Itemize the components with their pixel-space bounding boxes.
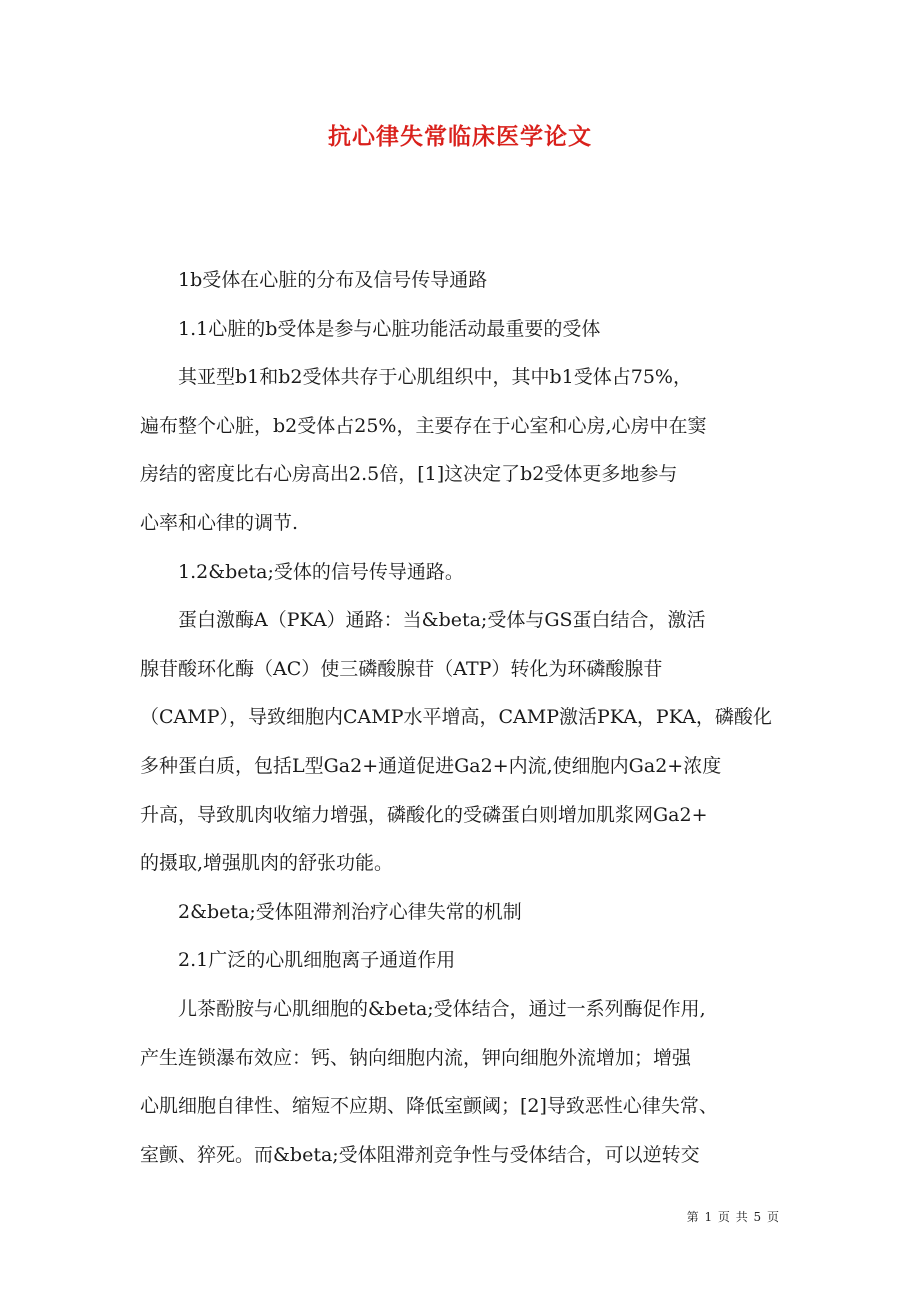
body-line: 的摄取,增强肌肉的舒张功能。 (140, 852, 394, 875)
body-line: 心肌细胞自律性、缩短不应期、降低室颤阈；[2]导致恶性心律失常、 (140, 1095, 718, 1118)
body-line: 1.1心脏的b受体是参与心脏功能活动最重要的受体 (140, 317, 601, 340)
page-number: 第 1 页 共 5 页 (686, 1210, 780, 1224)
document-title: 抗心律失常临床医学论文 (328, 123, 592, 150)
body-line: 儿茶酚胺与心肌细胞的&beta;受体结合，通过一系列酶促作用, (140, 997, 706, 1020)
body-line: 1b受体在心脏的分布及信号传导通路 (140, 269, 488, 291)
body-line: 2.1广泛的心肌细胞离子通道作用 (140, 949, 456, 972)
body-line: 蛋白激酶A（PKA）通路：当&beta;受体与GS蛋白结合，激活 (140, 609, 706, 632)
body-line: 其亚型b1和b2受体共存于心肌组织中，其中b1受体占75%， (140, 366, 692, 389)
body-line: 房结的密度比右心房高出2.5倍，[1]这决定了b2受体更多地参与 (140, 463, 678, 486)
document-body (140, 262, 790, 1185)
body-line: 1.2&beta;受体的信号传导通路。 (140, 560, 464, 583)
body-line: 产生连锁瀑布效应：钙、钠向细胞内流，钾向细胞外流增加；增强 (140, 1046, 692, 1069)
body-line: 室颤、猝死。而&beta;受体阻滞剂竞争性与受体结合，可以逆转交 (140, 1143, 700, 1166)
body-line: 心率和心律的调节. (140, 511, 299, 534)
body-line: 遍布整个心脏，b2受体占25%，主要存在于心室和心房,心房中在窦 (140, 414, 707, 437)
body-line: （CAMP），导致细胞内CAMP水平增高，CAMP激活PKA，PKA，磷酸化 (140, 706, 772, 729)
body-line: 腺苷酸环化酶（AC）使三磷酸腺苷（ATP）转化为环磷酸腺苷 (140, 657, 663, 680)
body-line: 多种蛋白质，包括L型Ga2+通道促进Ga2+内流,使细胞内Ga2+浓度 (140, 754, 722, 777)
body-line: 升高，导致肌肉收缩力增强，磷酸化的受磷蛋白则增加肌浆网Ga2+ (140, 803, 708, 826)
body-line: 2&beta;受体阻滞剂治疗心律失常的机制 (140, 900, 522, 923)
